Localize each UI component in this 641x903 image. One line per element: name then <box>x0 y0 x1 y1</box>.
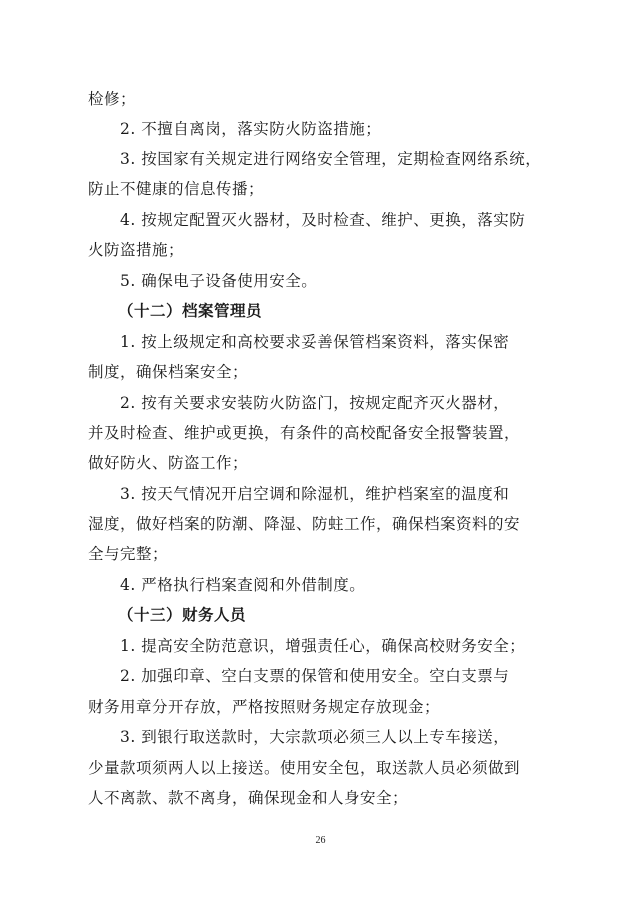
list-item: 2. 加强印章、空白支票的保管和使用安全。空白支票与 <box>120 667 510 685</box>
text-line: 少量款项须两人以上接送。使用安全包，取送款人员必须做到 <box>88 759 521 777</box>
list-item: 5. 确保电子设备使用安全。 <box>120 272 318 290</box>
text-line: 火防盗措施； <box>88 241 185 259</box>
text-line: 财务用章分开存放，严格按照财务规定存放现金； <box>88 698 441 716</box>
page-number: 26 <box>315 835 326 846</box>
text-line: 湿度，做好档案的防潮、降湿、防蛀工作，确保档案资料的安 <box>88 515 521 533</box>
text-line: 全与完整； <box>88 545 169 563</box>
text-line: 防止不健康的信息传播； <box>88 180 265 198</box>
list-item: 3. 按国家有关规定进行网络安全管理，定期检查网络系统， <box>120 150 542 168</box>
list-item: 2. 按有关要求安装防火防盗门，按规定配齐灭火器材， <box>120 394 510 412</box>
section-heading: （十三）财务人员 <box>118 606 247 624</box>
list-item: 1. 按上级规定和高校要求妥善保管档案资料，落实保密 <box>120 333 510 351</box>
text-line: 做好防火、防盗工作； <box>88 454 249 472</box>
text-line: 检修； <box>88 90 137 108</box>
list-item: 3. 按天气情况开启空调和除湿机，维护档案室的温度和 <box>120 485 510 503</box>
text-line: 人不离款、款不离身，确保现金和人身安全； <box>88 789 409 807</box>
list-item: 1. 提高安全防范意识，增强责任心，确保高校财务安全； <box>120 637 526 655</box>
text-line: 制度，确保档案安全； <box>88 363 249 381</box>
list-item: 3. 到银行取送款时，大宗款项必须三人以上专车接送， <box>120 728 510 746</box>
section-heading: （十二）档案管理员 <box>118 302 263 320</box>
list-item: 4. 按规定配置灭火器材，及时检查、维护、更换，落实防 <box>120 211 526 229</box>
text-line: 并及时检查、维护或更换，有条件的高校配备安全报警装置， <box>88 424 521 442</box>
list-item: 2. 不擅自离岗，落实防火防盗措施； <box>120 120 382 138</box>
list-item: 4. 严格执行档案查阅和外借制度。 <box>120 576 366 594</box>
